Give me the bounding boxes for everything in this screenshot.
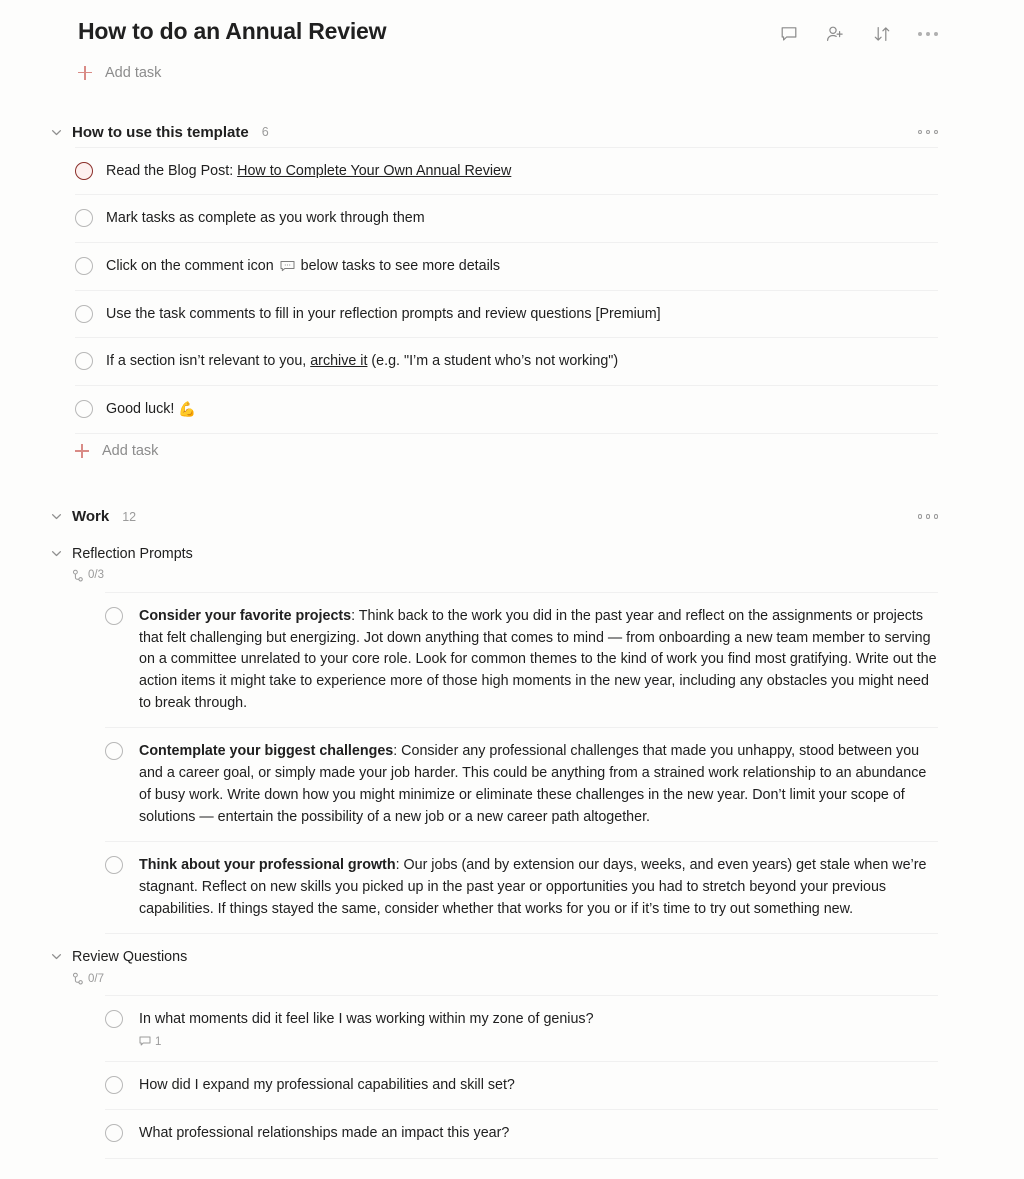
chevron-down-icon[interactable] xyxy=(48,545,64,561)
task-text: If a section isn’t relevant to you, archive it (e.g. "I’m a student who’s not working") xyxy=(106,353,619,370)
task-row[interactable] xyxy=(105,1110,938,1159)
subsection-progress xyxy=(72,569,938,582)
comment-count-icon xyxy=(139,1036,151,1047)
task-row[interactable] xyxy=(75,386,938,434)
plus-icon xyxy=(75,444,89,458)
subsection-progress-label: 0/7 xyxy=(88,972,104,985)
task-link[interactable]: archive it xyxy=(310,353,368,370)
task-row[interactable] xyxy=(75,148,938,196)
header-actions xyxy=(779,18,939,44)
task-row[interactable] xyxy=(75,338,938,386)
section-add-task-button[interactable] xyxy=(75,434,938,468)
nested-task-list xyxy=(105,995,938,1159)
emoji-flexed-biceps: 💪 xyxy=(178,402,197,419)
task-content xyxy=(0,124,1024,1160)
task-title-strong: Contemplate your biggest challenges xyxy=(139,743,394,760)
add-person-icon[interactable] xyxy=(825,24,846,44)
section-how-to-use-template xyxy=(48,124,938,469)
subsection xyxy=(48,545,938,934)
section-title: How to use this template xyxy=(72,123,249,141)
header-add-task-row xyxy=(0,56,1024,90)
task-checkbox[interactable] xyxy=(75,209,93,227)
chevron-down-icon[interactable] xyxy=(48,948,64,964)
chevron-down-icon[interactable] xyxy=(48,124,64,140)
nested-task-list xyxy=(105,592,938,935)
task-checkbox[interactable] xyxy=(105,856,123,874)
task-text: Think about your professional growth: Our jobs (and by extension our days, weeks, and even years) get stale when we’re stagnant. Reflect on new skills you picked up in the past year or opportunities you had to stretch beyond your previous capabilities. If things stayed the same, consider whether that works for you or if it’s time to try out something new. xyxy=(139,857,927,917)
task-row[interactable] xyxy=(105,996,938,1062)
task-checkbox[interactable] xyxy=(105,1010,123,1028)
subsection-progress xyxy=(72,972,938,985)
task-checkbox-priority[interactable] xyxy=(75,162,93,180)
task-row[interactable] xyxy=(105,1062,938,1111)
task-text: Read the Blog Post: How to Complete Your Own Annual Review xyxy=(106,162,512,179)
subsection-title: Review Questions xyxy=(72,949,188,966)
task-title-strong: Consider your favorite projects xyxy=(139,607,352,624)
task-checkbox[interactable] xyxy=(105,1124,123,1142)
add-task-button[interactable] xyxy=(78,56,1024,90)
section-more-options-icon[interactable] xyxy=(918,130,939,135)
subtask-progress-icon xyxy=(72,569,85,582)
task-list xyxy=(75,147,938,469)
task-row[interactable] xyxy=(75,291,938,339)
task-title-strong: Think about your professional growth xyxy=(139,857,396,874)
task-text: Use the task comments to fill in your reflection prompts and review questions [Premium] xyxy=(106,305,661,322)
task-checkbox[interactable] xyxy=(75,352,93,370)
task-checkbox[interactable] xyxy=(105,607,123,625)
comments-icon[interactable] xyxy=(779,24,799,44)
task-comment-count-label: 1 xyxy=(155,1035,162,1048)
task-text: Good luck! 💪 xyxy=(106,401,197,419)
subsection-header xyxy=(48,545,938,564)
task-checkbox[interactable] xyxy=(105,1076,123,1094)
subtask-progress-icon xyxy=(72,972,85,985)
add-task-label: Add task xyxy=(105,64,162,81)
task-text: In what moments did it feel like I was working within my zone of genius? xyxy=(139,1011,594,1027)
section-task-count: 12 xyxy=(122,509,137,524)
page-header xyxy=(0,0,1024,46)
task-row[interactable] xyxy=(75,195,938,243)
subsection xyxy=(48,948,938,1159)
task-checkbox[interactable] xyxy=(75,257,93,275)
task-text: Mark tasks as complete as you work through them xyxy=(106,210,425,227)
comment-bubble-icon[interactable] xyxy=(280,260,295,272)
subsection-title: Reflection Prompts xyxy=(72,546,193,563)
task-text: How did I expand my professional capabilities and skill set? xyxy=(139,1076,515,1093)
task-row[interactable] xyxy=(105,728,938,842)
task-comment-count[interactable] xyxy=(139,1036,938,1048)
task-text: Consider your favorite projects: Think back to the work you did in the past year and reflect on the assignments or projects that felt challenging but energizing. Jot down anything that comes to mind — from onboarding a new team member to serving on a committee unrelated to your core role. Look for common themes to the kind of work you find most gratifying. Write out the action items it might take to experience more of those high moments in the new year, including any obstacles you might need to break through. xyxy=(139,607,937,711)
task-text: What professional relationships made an impact this year? xyxy=(139,1125,510,1142)
section-task-count: 6 xyxy=(261,125,269,140)
task-row[interactable] xyxy=(105,842,938,934)
chevron-down-icon[interactable] xyxy=(48,509,64,525)
subsection-header xyxy=(48,948,938,967)
section-header xyxy=(48,124,938,147)
subsection-container xyxy=(48,545,938,1159)
task-link[interactable]: How to Complete Your Own Annual Review xyxy=(237,162,512,179)
section-title: Work xyxy=(72,508,110,526)
task-text: Contemplate your biggest challenges: Consider any professional challenges that made you unhappy, stood between you and a career goal, or simply made your job harder. This could be anything from a strained work relationship to an abundance of busy work. Write down how you might minimize or eliminate these challenges in the new year. Don’t limit your scope of solutions — entertain the possibility of a new job or a new career path altogether. xyxy=(139,743,927,825)
sort-icon[interactable] xyxy=(872,24,892,44)
task-checkbox[interactable] xyxy=(105,742,123,760)
task-row[interactable] xyxy=(75,243,938,291)
section-work xyxy=(48,508,938,1159)
page-title: How to do an Annual Review xyxy=(78,18,387,44)
plus-icon xyxy=(78,66,92,80)
task-row[interactable] xyxy=(105,593,938,729)
task-checkbox[interactable] xyxy=(75,305,93,323)
section-more-options-icon[interactable] xyxy=(918,514,939,519)
task-checkbox[interactable] xyxy=(75,400,93,418)
task-text: Click on the comment icon below tasks to see more details xyxy=(106,258,501,275)
add-task-label: Add task xyxy=(102,443,159,460)
more-options-icon[interactable] xyxy=(918,32,939,37)
section-header xyxy=(48,508,938,531)
subsection-progress-label: 0/3 xyxy=(88,569,104,582)
